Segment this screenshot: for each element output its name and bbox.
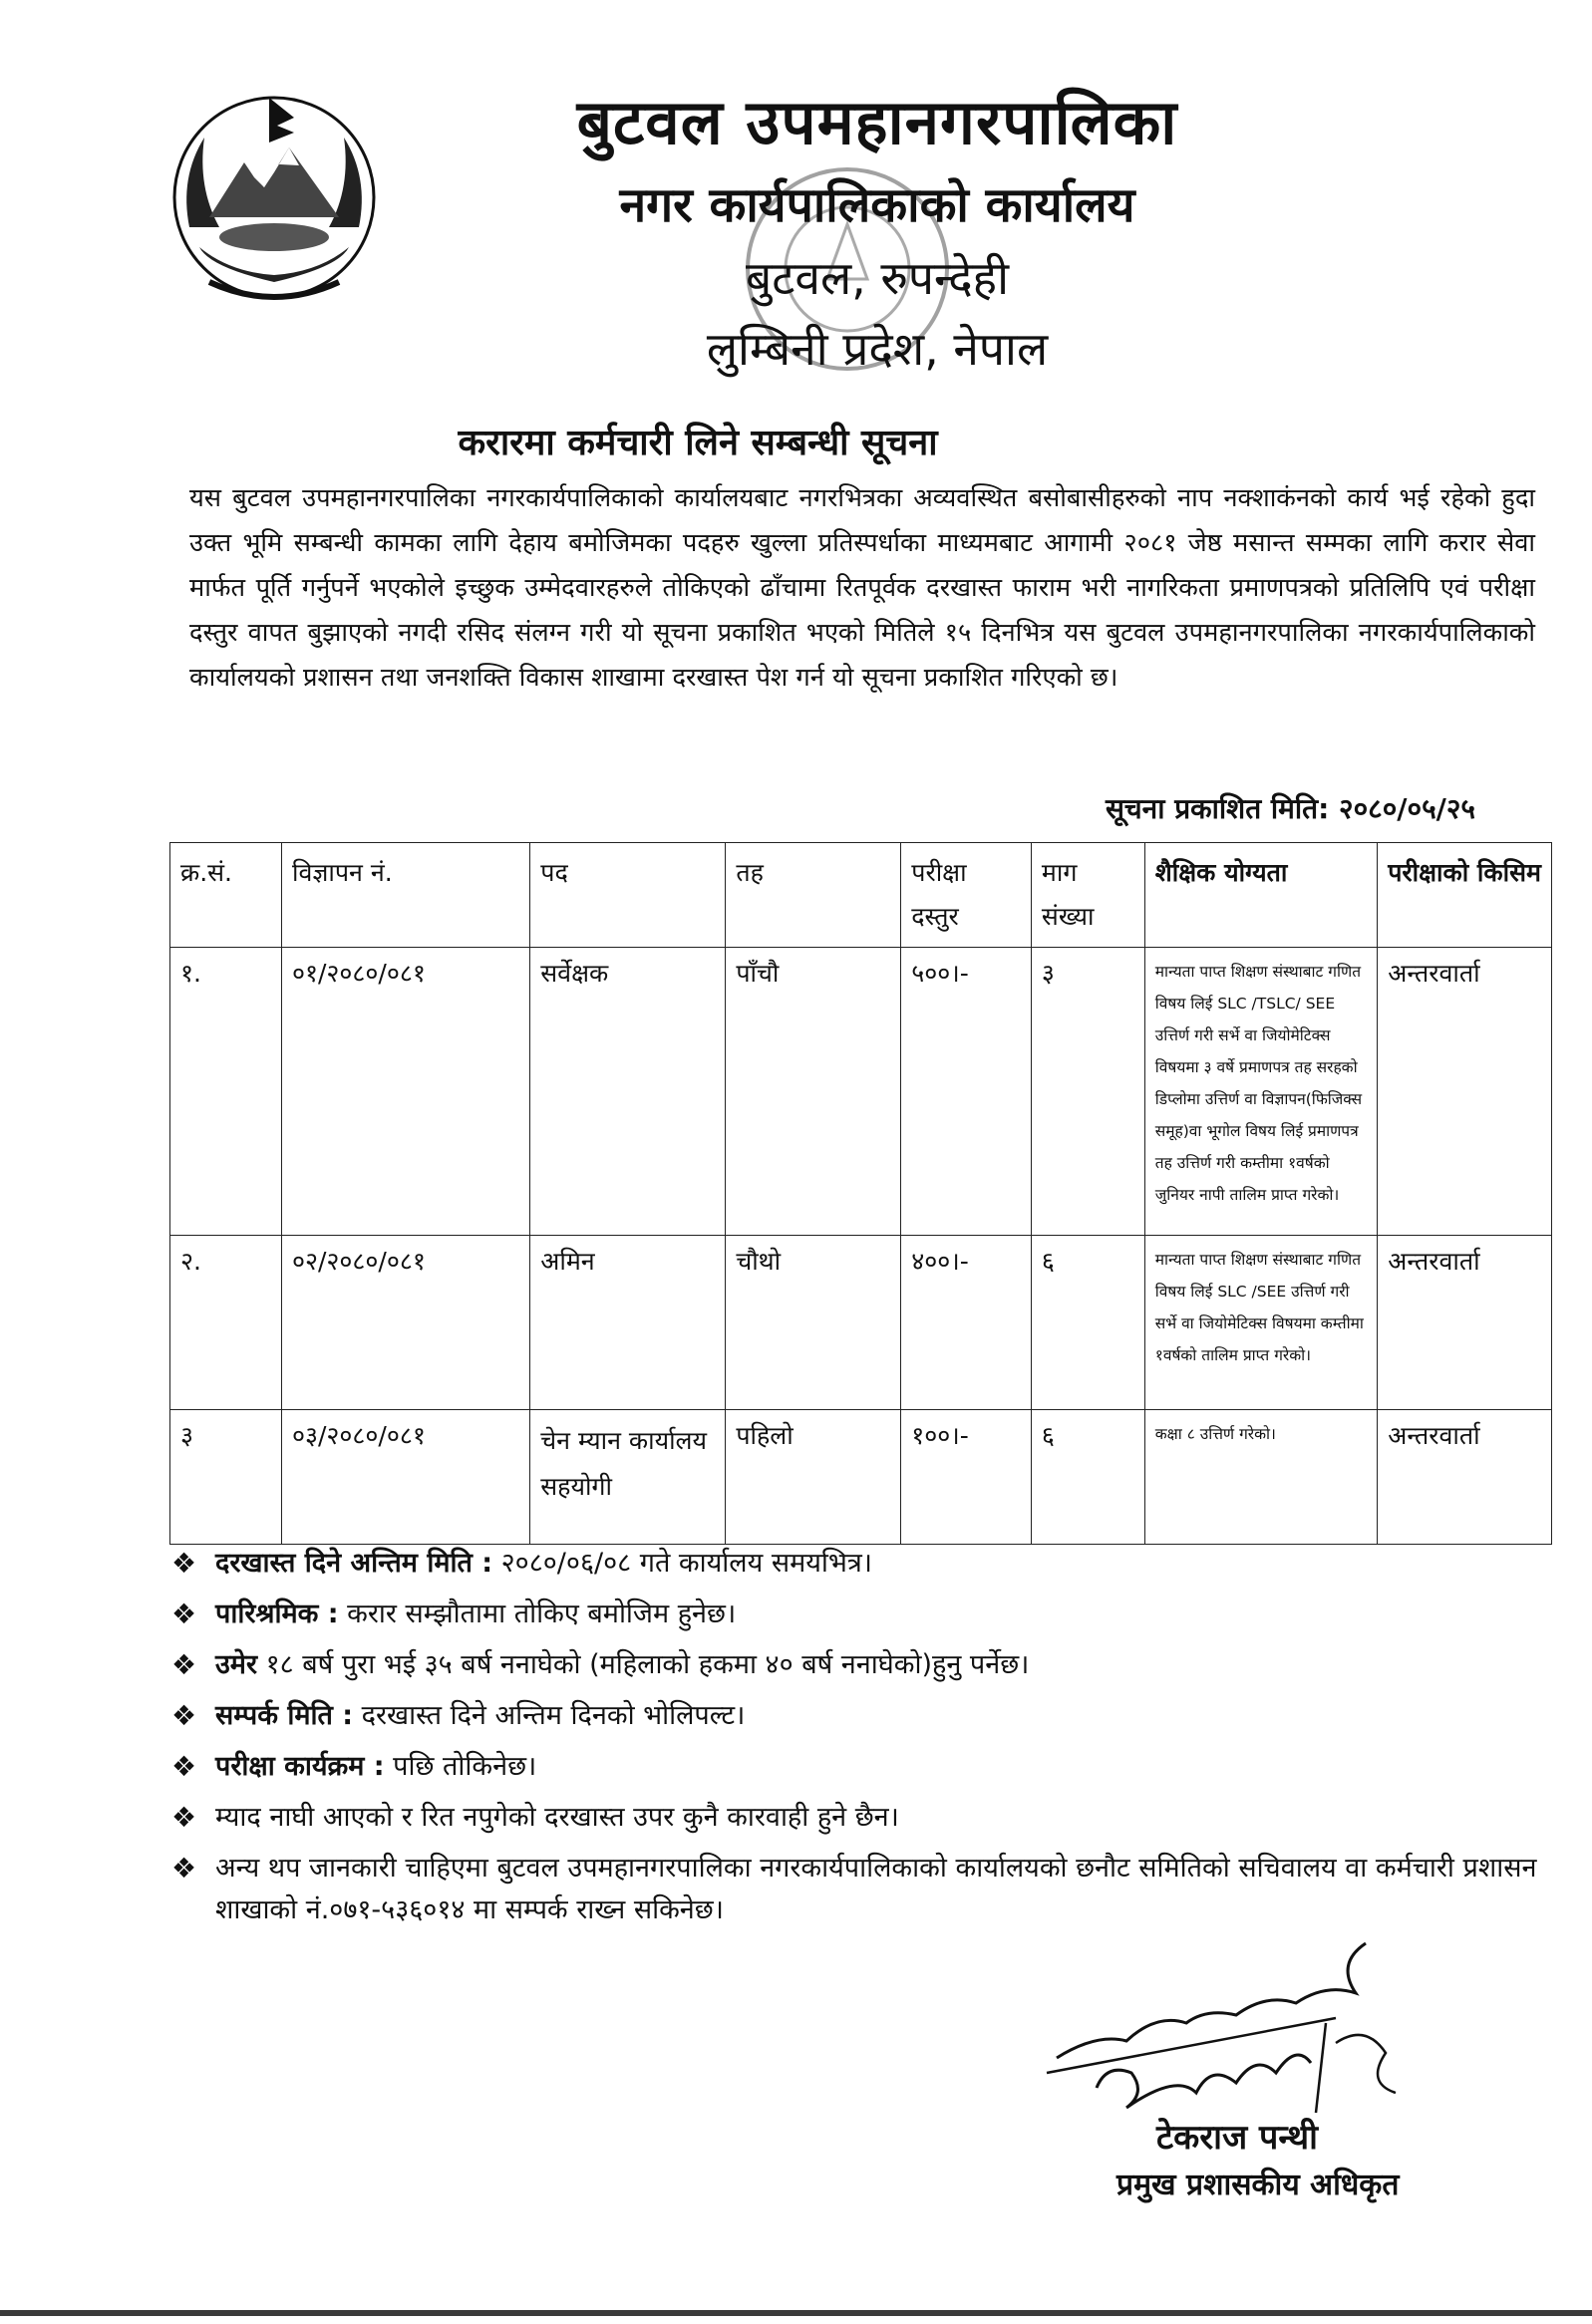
col-header-adv-no: विज्ञापन नं.	[281, 843, 529, 948]
diamond-bullet-icon: ❖	[171, 1598, 197, 1630]
cell-fee: १००।-	[901, 1410, 1032, 1545]
item-label: परीक्षा कार्यक्रम :	[215, 1751, 385, 1782]
cell-count: ६	[1031, 1236, 1144, 1410]
cell-exam-type: अन्तरवार्ता	[1378, 1410, 1552, 1545]
cell-adv-no: ०२/२०८०/०८१	[281, 1236, 529, 1410]
col-header-exam-type: परीक्षाको किसिम	[1378, 843, 1552, 948]
col-header-sn: क्र.सं.	[170, 843, 282, 948]
item-text: दरखास्त दिने अन्तिम दिनको भोलिपल्ट।	[353, 1700, 746, 1731]
cell-adv-no: ०१/२०८०/०८१	[281, 948, 529, 1236]
cell-level: पाँचौ	[726, 948, 901, 1236]
list-item	[171, 1594, 1547, 1635]
diamond-bullet-icon: ❖	[171, 1648, 197, 1681]
table-header-row	[170, 843, 1552, 948]
item-label: पारिश्रमिक :	[215, 1598, 339, 1629]
table-row	[170, 1410, 1552, 1545]
diamond-bullet-icon: ❖	[171, 1699, 197, 1732]
office-name: नगर कार्यपालिकाको कार्यालय	[619, 177, 1135, 233]
diamond-bullet-icon: ❖	[171, 1852, 197, 1885]
nepal-emblem-icon	[150, 78, 399, 317]
item-label: दरखास्त दिने अन्तिम मिति :	[215, 1548, 493, 1579]
vacancy-table	[169, 842, 1552, 1545]
item-text: पछि तोकिनेछ।	[384, 1751, 537, 1782]
notice-title: करारमा कर्मचारी लिने सम्बन्धी सूचना	[458, 423, 938, 463]
table-row	[170, 1236, 1552, 1410]
col-header-post: पद	[530, 843, 726, 948]
cell-level: पहिलो	[726, 1410, 901, 1545]
cell-qualification: मान्यता पाप्त शिक्षण संस्थाबाट गणित विषय लिई SLC /SEE उत्तिर्ण गरी सर्भे वा जियोमेटिक्स विषयमा कम्तीमा १वर्षको तालिम प्राप्त गरेको।	[1144, 1236, 1377, 1410]
cell-adv-no: ०३/२०८०/०८१	[281, 1410, 529, 1545]
letterhead	[379, 78, 1376, 385]
cell-fee: ४००।-	[901, 1236, 1032, 1410]
cell-exam-type: अन्तरवार्ता	[1378, 1236, 1552, 1410]
office-province: लुम्बिनी प्रदेश, नेपाल	[706, 322, 1049, 376]
col-header-qualification: शैक्षिक योग्यता	[1144, 843, 1377, 948]
cell-qualification: मान्यता पाप्त शिक्षण संस्थाबाट गणित विषय लिई SLC /TSLC/ SEE उत्तिर्ण गरी सर्भे वा जियोमेटिक्स विषयमा ३ वर्षे प्रमाणपत्र तह सरहको डिप्लोमा उत्तिर्ण वा विज्ञापन(फिजिक्स समूह)वा भूगोल विषय लिई प्रमाणपत्र तह उत्तिर्ण गरी कम्तीमा १वर्षको जुनियर नापी तालिम प्राप्त गरेको।	[1144, 948, 1377, 1236]
conditions-list	[171, 1543, 1547, 1940]
cell-sn: २.	[170, 1236, 282, 1410]
item-text: म्याद नाघी आएको र रित नपुगेको दरखास्त उपर कुनै कारवाही हुने छैन।	[215, 1802, 899, 1833]
table-row	[170, 948, 1552, 1236]
cell-count: ६	[1031, 1410, 1144, 1545]
col-header-count: माग संख्या	[1031, 843, 1144, 948]
page-bottom-edge	[0, 2310, 1592, 2316]
list-item	[171, 1644, 1547, 1686]
item-label: सम्पर्क मिति :	[215, 1700, 354, 1731]
cell-count: ३	[1031, 948, 1144, 1236]
cell-qualification: कक्षा ८ उत्तिर्ण गरेको।	[1144, 1410, 1377, 1545]
diamond-bullet-icon: ❖	[171, 1801, 197, 1834]
diamond-bullet-icon: ❖	[171, 1750, 197, 1783]
item-label: उमेर	[215, 1649, 257, 1680]
diamond-bullet-icon: ❖	[171, 1547, 197, 1580]
notice-body: यस बुटवल उपमहानगरपालिका नगरकार्यपालिकाको कार्यालयबाट नगरभित्रका अव्यवस्थित बसोबासीहरुको नाप नक्शाकंनको कार्य भई रहेको हुदा उक्त भूमि सम्बन्धी कामका लागि देहाय बमोजिमका पदहरु खुल्ला प्रतिस्पर्धाका माध्यमबाट आगामी २०८१ जेष्ठ मसान्त सम्मका लागि करार सेवा मार्फत पूर्ति गर्नुपर्ने भएकोले इच्छुक उम्मेदवारहरुले तोकिएको ढाँचामा रितपूर्वक दरखास्त फाराम भरी नागरिकता प्रमाणपत्रको प्रतिलिपि एवं परीक्षा दस्तुर वापत बुझाएको नगदी रसिद संलग्न गरी यो सूचना प्रकाशित भएको मितिले १५ दिनभित्र यस बुटवल उपमहानगरपालिका नगरकार्यपालिकाको कार्यालयको प्रशासन तथा जनशक्ति विकास शाखामा दरखास्त पेश गर्न यो सूचना प्रकाशित गरिएको छ।	[189, 483, 1535, 693]
office-location: बुटवल, रुपन्देही	[745, 251, 1010, 305]
list-item	[171, 1848, 1547, 1931]
cell-fee: ५००।-	[901, 948, 1032, 1236]
col-header-level: तह	[726, 843, 901, 948]
list-item	[171, 1746, 1547, 1788]
cell-post: सर्वेक्षक	[530, 948, 726, 1236]
list-item	[171, 1543, 1547, 1585]
signer-name: टेकराज पन्थी	[1156, 2118, 1318, 2158]
organization-name: बुटवल उपमहानगरपालिका	[576, 86, 1178, 158]
item-text: २०८०/०६/०८ गते कार्यालय समयभित्र।	[492, 1548, 873, 1579]
signer-title: प्रमुख प्रशासकीय अधिकृत	[1116, 2168, 1400, 2202]
item-text: करार सम्झौतामा तोकिए बमोजिम हुनेछ।	[338, 1598, 737, 1629]
item-text: १८ बर्ष पुरा भई ३५ बर्ष ननाघेको (महिलाको हकमा ४० बर्ष ननाघेको)हुनु पर्नेछ।	[257, 1649, 1030, 1680]
col-header-fee: परीक्षा दस्तुर	[901, 843, 1032, 948]
handwritten-signature	[1037, 1923, 1435, 2133]
cell-level: चौथो	[726, 1236, 901, 1410]
cell-exam-type: अन्तरवार्ता	[1378, 948, 1552, 1236]
published-date: सूचना प्रकाशित मिति: २०८०/०५/२५	[1105, 792, 1475, 825]
item-text: अन्य थप जानकारी चाहिएमा बुटवल उपमहानगरपालिका नगरकार्यपालिकाको कार्यालयको छनौट समितिको सचिवालय वा कर्मचारी प्रशासन शाखाको नं.०७१-५३६०१४ मा सम्पर्क राख्न सकिनेछ।	[215, 1853, 1537, 1925]
list-item	[171, 1797, 1547, 1839]
list-item	[171, 1695, 1547, 1737]
cell-post: चेन म्यान कार्यालय सहयोगी	[530, 1410, 726, 1545]
cell-sn: १.	[170, 948, 282, 1236]
cell-post: अमिन	[530, 1236, 726, 1410]
cell-sn: ३	[170, 1410, 282, 1545]
